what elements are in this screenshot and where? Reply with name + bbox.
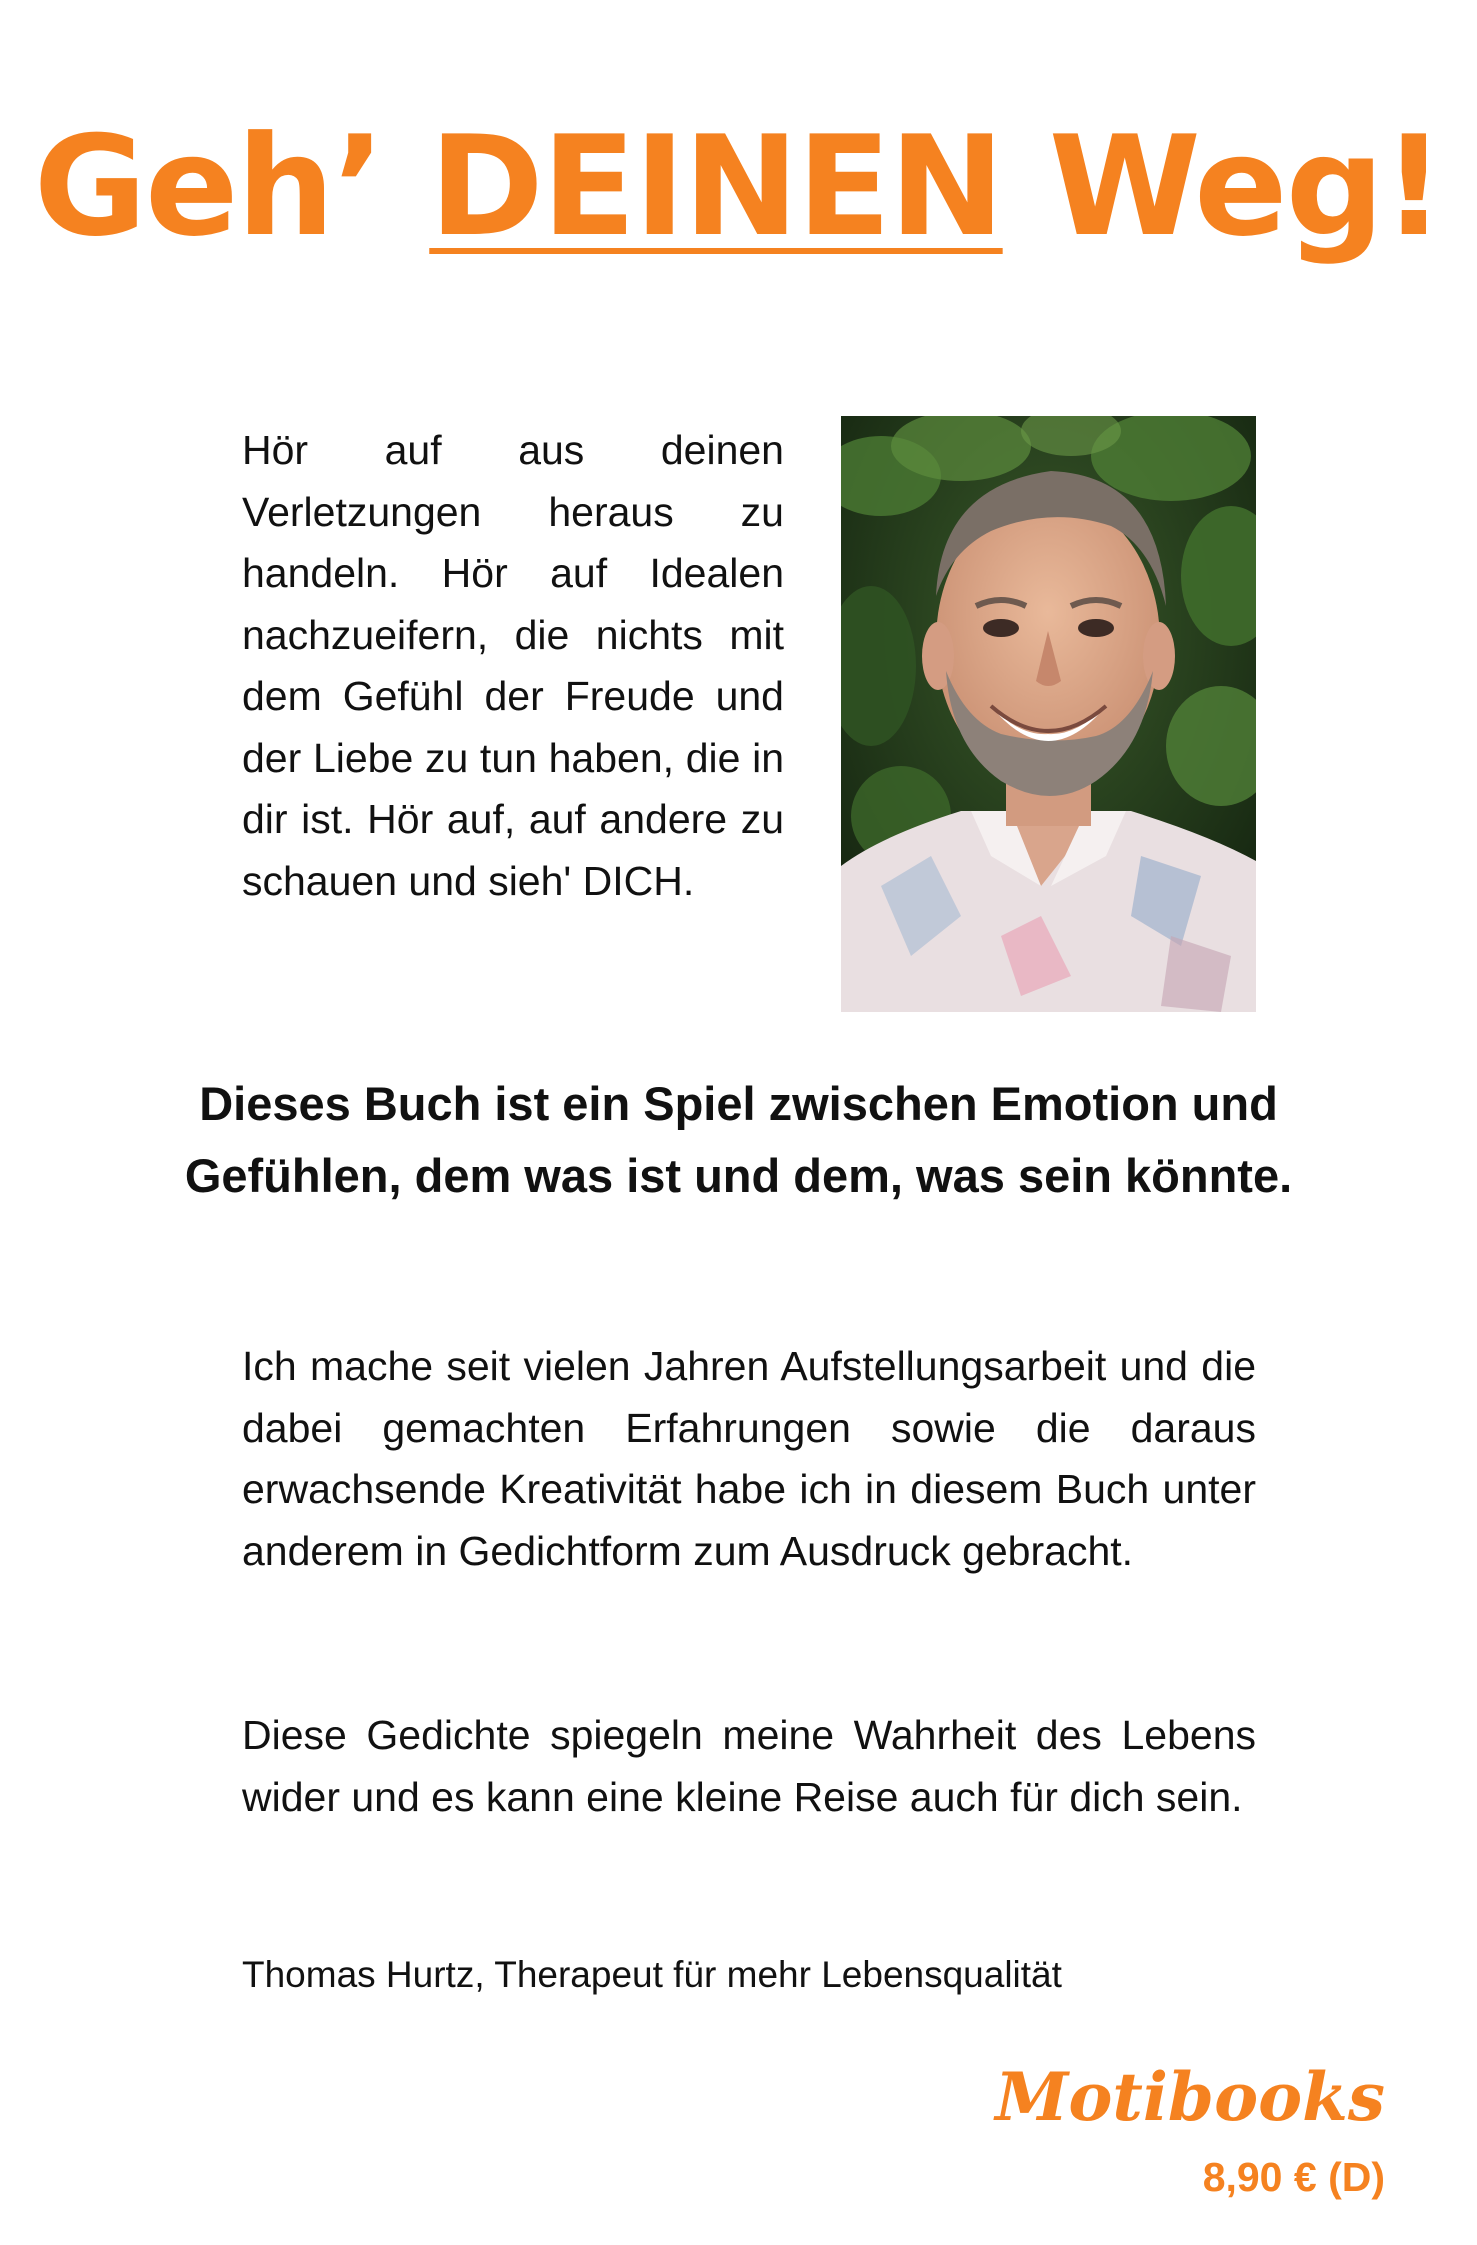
- title-part-1: Geh’: [33, 106, 430, 267]
- book-headline: Dieses Buch ist ein Spiel zwischen Emotion und Gefühlen, dem was ist und dem, was sein könnte.: [184, 1077, 1293, 1202]
- intro-text: Hör auf aus deinen Verletzungen heraus zu handeln. Hör auf Idealen nachzueifern, die nichts mit dem Gefühl der Freude und der Liebe zu tun haben, die in dir ist. Hör auf, auf andere zu schauen und sieh' DICH.: [242, 427, 784, 904]
- body-paragraph-1: Ich mache seit vielen Jahren Aufstellungsarbeit und die dabei gemachten Erfahrungen sowie die daraus erwachsende Kreativität habe ich in diesem Buch unter anderem in Gedichtform zum Ausdruck gebracht.: [242, 1343, 1256, 1574]
- publisher-logo: Motibooks: [995, 2058, 1385, 2136]
- price-label: 8,90 € (D): [1202, 2154, 1385, 2200]
- title-emphasis: DEINEN: [429, 106, 1003, 267]
- book-title: [0, 106, 1477, 267]
- body-paragraph-2: Diese Gedichte spiegeln meine Wahrheit des Lebens wider und es kann eine kleine Reise auch für dich sein.: [242, 1712, 1256, 1820]
- title-part-2: Weg!: [1002, 106, 1444, 267]
- author-signature: Thomas Hurtz, Therapeut für mehr Lebensqualität: [242, 1954, 1062, 1995]
- author-photo: [841, 416, 1256, 1012]
